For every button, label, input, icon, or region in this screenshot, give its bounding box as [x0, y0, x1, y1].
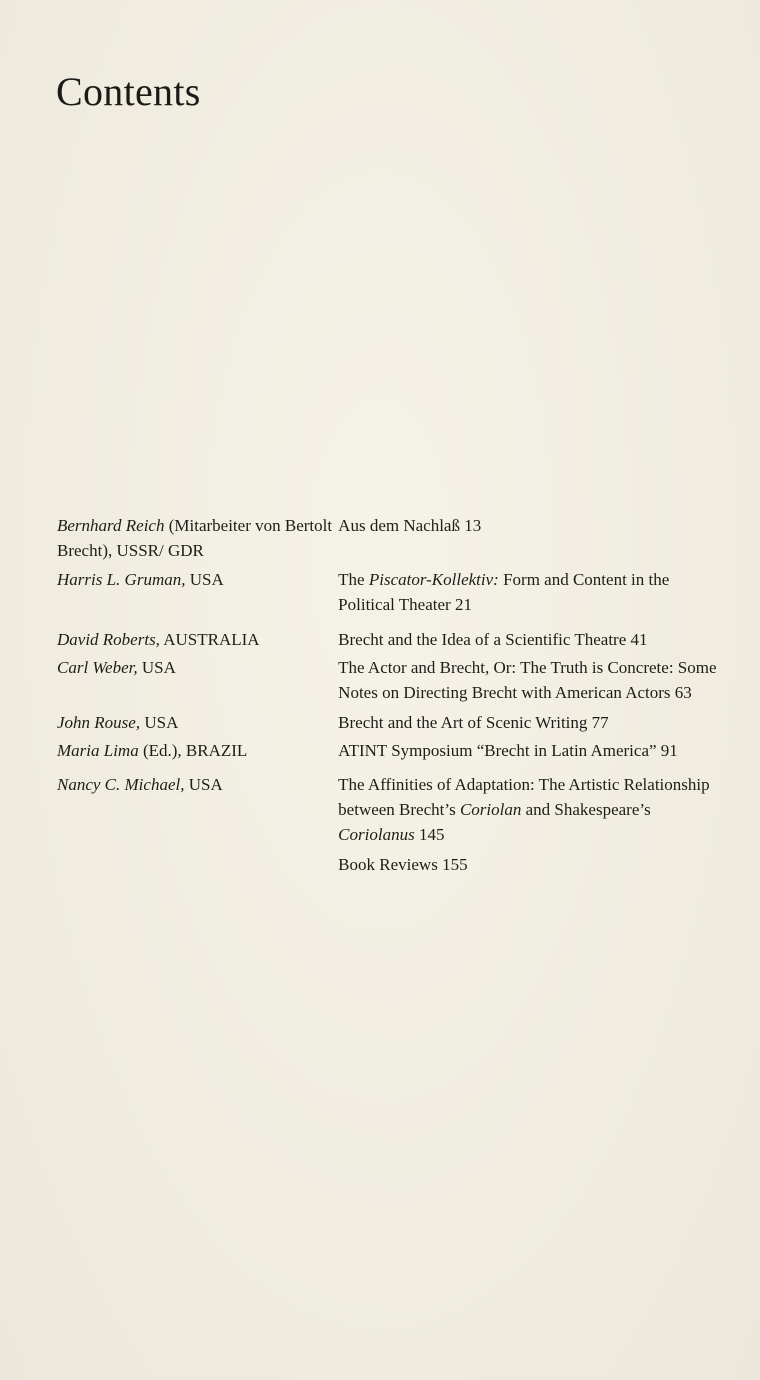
author-affiliation: (Mitarbeiter von Bertolt Brecht), USSR/ GDR	[57, 516, 333, 560]
contents-entry	[57, 738, 727, 763]
author-name: Maria Lima	[57, 741, 139, 760]
contents-entry	[57, 852, 727, 877]
page-number: 21	[454, 595, 472, 614]
entry-author	[57, 710, 338, 735]
title-emphasis: Coriolan	[459, 800, 522, 819]
entry-title	[338, 513, 727, 563]
author-affiliation: USA	[137, 658, 176, 677]
entry-author	[57, 655, 338, 705]
entry-title	[338, 738, 727, 763]
author-name: Bernhard Reich	[57, 516, 165, 535]
page-number: 155	[442, 855, 468, 874]
title-emphasis: Coriolanus	[338, 825, 415, 844]
author-affiliation: (Ed.), BRAZIL	[138, 741, 248, 760]
title-text: and Shakespeare’s	[521, 800, 651, 819]
page-title: Contents	[56, 69, 201, 114]
title-text: The Actor and Brecht, Or: The Truth is Concrete: Some Notes on Directing Brecht with American Actors	[338, 658, 717, 702]
contents-entry	[57, 567, 727, 617]
page-number: 145	[418, 825, 445, 844]
entry-title	[338, 852, 727, 877]
title-text: Book Reviews	[338, 855, 438, 874]
contents-entry	[57, 627, 727, 652]
title-text: The	[338, 570, 369, 589]
entry-title	[338, 627, 727, 652]
entry-title	[338, 772, 727, 847]
title-text: Brecht and the Idea of a Scientific Theatre	[338, 630, 627, 649]
entry-title	[338, 655, 727, 705]
contents-entry	[57, 513, 727, 563]
author-affiliation: USA	[185, 570, 224, 589]
title-text: Form and Content in the Political Theater	[338, 570, 670, 614]
author-name: Nancy C. Michael,	[57, 775, 185, 794]
contents-list	[57, 513, 727, 883]
author-affiliation: USA	[140, 713, 179, 732]
page-number: 13	[464, 516, 482, 535]
page-number: 41	[630, 630, 648, 649]
page-number: 77	[591, 713, 609, 732]
title-emphasis: Piscator-Kollektiv:	[368, 570, 499, 589]
author-name: David Roberts,	[57, 630, 160, 649]
entry-author	[57, 627, 338, 652]
author-affiliation: AUSTRALIA	[159, 630, 260, 649]
entry-title	[338, 567, 727, 617]
contents-entry	[57, 710, 727, 735]
title-text: Brecht and the Art of Scenic Writing	[338, 713, 588, 732]
author-name: John Rouse,	[57, 713, 141, 732]
page-number: 91	[660, 741, 678, 760]
entry-author	[57, 738, 338, 763]
title-text: Aus dem Nachlaß	[338, 516, 460, 535]
contents-entry	[57, 655, 727, 705]
author-name: Carl Weber,	[57, 658, 138, 677]
entry-author	[57, 513, 338, 563]
title-text: ATINT Symposium “Brecht in Latin America”	[338, 741, 657, 760]
contents-entry	[57, 772, 727, 847]
entry-author	[57, 772, 338, 847]
entry-title	[338, 710, 727, 735]
author-name: Harris L. Gruman,	[57, 570, 186, 589]
title-text: The Affinities of Adaptation: The Artistic Relationship between Brecht’s	[338, 775, 710, 819]
author-affiliation: USA	[184, 775, 223, 794]
entry-author	[57, 567, 338, 617]
page-number: 63	[674, 683, 692, 702]
